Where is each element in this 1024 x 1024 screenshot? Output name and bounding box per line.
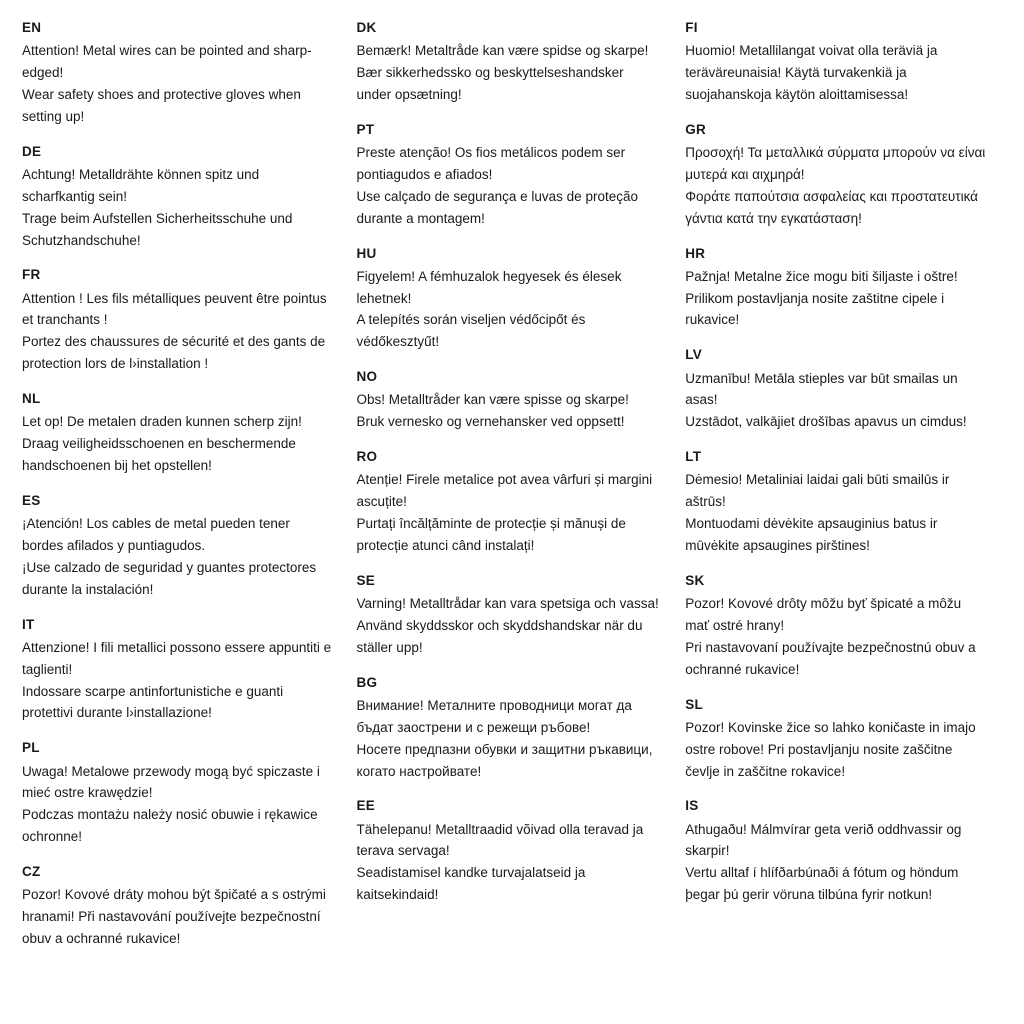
warning-line: Portez des chaussures de sécurité et des gants de protection lors de l›installation ! (22, 334, 326, 372)
language-entry (357, 120, 662, 230)
warning-text (685, 142, 988, 229)
warning-line: Obs! Metalltråder kan være spisse og skarpe! (356, 392, 629, 408)
warning-text (22, 40, 335, 127)
warning-line: Uwaga! Metalowe przewody mogą być spiczaste i mieć ostre krawędzie! (22, 763, 320, 801)
warning-text (22, 637, 335, 724)
language-code: IT (22, 616, 35, 632)
language-code: HR (685, 245, 706, 261)
warning-line: Uzstādot, valkājiet drošības apavus un cimdus! (685, 414, 967, 430)
warning-line: A telepítés során viseljen védőcipőt és védőkesztyűt! (356, 312, 586, 350)
warning-text (685, 819, 988, 906)
language-code: ES (22, 492, 41, 508)
language-entry (685, 447, 988, 557)
language-code: DE (22, 143, 42, 159)
language-code: EN (22, 20, 42, 35)
warning-line: Attenzione! I fili metallici possono essere appuntiti e taglienti! (22, 639, 332, 677)
warning-text (22, 513, 335, 600)
warning-line: Dėmesio! Metaliniai laidai gali būti smailūs ir aštrūs! (685, 472, 950, 510)
language-entry (685, 695, 988, 783)
warning-line: Pri nastavovaní používajte bezpečnostnú obuv a ochranné rukavice! (685, 639, 976, 677)
language-code: CZ (22, 863, 41, 879)
language-code: SE (356, 572, 375, 588)
language-entry (685, 18, 988, 106)
warning-line: Pažnja! Metalne žice mogu biti šiljaste i oštre! (685, 268, 958, 284)
language-code: FR (22, 267, 41, 283)
warning-line: Pozor! Kovinske žice so lahko koničaste in imajo ostre robove! Pri postavljanju nosite zaščitne čevlje in zaščitne rokavice! (685, 719, 976, 779)
warning-line: Indossare scarpe antinfortunistiche e guanti protettivi durante l›installazione! (22, 683, 284, 721)
warning-line: Figyelem! A fémhuzalok hegyesek és élesek lehetnek! (356, 268, 622, 306)
warning-line: Bemærk! Metaltråde kan være spidse og skarpe! (356, 43, 649, 59)
warning-line: Носете предпазни обувки и защитни ръкавици, когато настройвате! (356, 741, 653, 779)
language-code: EE (356, 798, 375, 814)
warning-line: Bær sikkerhedssko og beskyttelseshandsker under opsætning! (356, 65, 624, 102)
language-code: HU (356, 245, 377, 261)
language-entry (22, 738, 335, 848)
language-entry (357, 447, 662, 557)
language-entry (22, 18, 335, 128)
language-entry (685, 796, 988, 906)
language-entry (22, 389, 335, 477)
warning-text (22, 411, 335, 477)
warning-text (685, 40, 988, 106)
language-code: RO (356, 449, 378, 465)
warning-line: Let op! De metalen draden kunnen scherp zijn! (22, 414, 302, 430)
language-code: LT (685, 449, 702, 465)
warning-line: Prilikom postavljanja nosite zaštitne cipele i rukavice! (685, 290, 945, 328)
language-code: PT (356, 121, 375, 137)
warning-text (685, 368, 988, 434)
warning-line: Attention ! Les fils métalliques peuvent être pointus et tranchants ! (22, 290, 327, 328)
language-entry (22, 142, 335, 252)
language-entry (22, 491, 335, 601)
warning-text (357, 469, 662, 556)
language-column-3 (675, 18, 1002, 906)
warning-text (685, 593, 988, 680)
warning-text (22, 164, 335, 251)
warning-line: ¡Atención! Los cables de metal pueden tener bordes afilados y puntiagudos. (22, 516, 290, 553)
language-entry (357, 367, 662, 433)
warning-text (685, 266, 988, 332)
language-code: GR (685, 121, 706, 137)
warning-line: Athugaðu! Málmvírar geta verið oddhvassir og skarpir! (685, 821, 962, 859)
warning-line: ¡Use calzado de seguridad y guantes protectores durante la instalación! (22, 559, 317, 597)
language-entry (22, 615, 335, 725)
language-entry (685, 571, 988, 681)
language-entry (357, 18, 662, 106)
warning-line: Wear safety shoes and protective gloves when setting up! (22, 86, 301, 124)
warning-line: Atenție! Firele metalice pot avea vârfuri și margini ascuțite! (356, 472, 653, 510)
warning-line: Pozor! Kovové drôty môžu byť špicaté a môžu mať ostré hrany! (685, 596, 962, 633)
warning-text (357, 142, 662, 229)
warning-line: Attention! Metal wires can be pointed and sharp-edged! (22, 43, 312, 81)
language-entry (357, 244, 662, 354)
language-entry (685, 120, 988, 230)
warning-line: Montuodami dėvėkite apsauginius batus ir mūvėkite apsaugines pirštines! (685, 516, 938, 553)
warning-line: Bruk vernesko og vernehansker ved oppsett! (356, 414, 625, 430)
language-column-1 (22, 18, 349, 950)
warning-line: Seadistamisel kandke turvajalatseid ja kaitsekindaid! (356, 865, 586, 903)
warning-line: Uzmanību! Metāla stieples var būt smailas un asas! (685, 370, 958, 408)
language-code: FI (685, 20, 698, 35)
warning-text (357, 40, 662, 106)
warning-text (357, 593, 662, 659)
warning-text (357, 695, 662, 782)
warning-line: Varning! Metalltrådar kan vara spetsiga och vassa! (356, 596, 659, 612)
language-code: PL (22, 740, 40, 756)
language-entry (685, 244, 988, 332)
warning-text (357, 266, 662, 353)
warning-line: Purtați încălțăminte de protecție și mănuși de protecție atunci când instalați! (356, 516, 626, 553)
warning-line: Внимание! Металните проводници могат да бъдат заострени и с режещи ръбове! (356, 697, 632, 735)
warning-line: Achtung! Metalldrähte können spitz und scharfkantig sein! (22, 166, 260, 204)
language-entry (357, 796, 662, 906)
warning-line: Huomio! Metallilangat voivat olla teräviä ja teräväreunaisia! Käytä turvakenkiä ja suojahanskoja käytön aloittamisessa! (685, 43, 938, 102)
warning-line: Trage beim Aufstellen Sicherheitsschuhe und Schutzhandschuhe! (22, 210, 293, 248)
warning-text (22, 761, 335, 848)
warning-line: Draag veiligheidsschoenen en beschermende handschoenen bij het opstellen! (22, 436, 296, 474)
warning-line: Pozor! Kovové dráty mohou být špičaté a s ostrými hranami! Při nastavování používejte bezpečnostní obuv a ochranné rukavice! (22, 887, 326, 946)
warning-text (685, 469, 988, 556)
language-code: LV (685, 347, 702, 363)
warning-text (357, 389, 662, 433)
warning-text (357, 819, 662, 906)
warning-line: Φοράτε παπούτσια ασφαλείας και προστατευτικά γάντια κατά την εγκατάσταση! (685, 188, 978, 226)
language-entry (22, 862, 335, 950)
warning-line: Vertu alltaf í hlífðarbúnaði á fótum og höndum þegar þú gerir vöruna tilbúna fyrir notkun! (685, 865, 959, 903)
warning-text (22, 884, 335, 950)
language-code: BG (356, 674, 378, 690)
language-column-2 (349, 18, 676, 906)
language-code: IS (685, 798, 699, 814)
language-code: SK (685, 572, 705, 588)
language-entry (357, 673, 662, 783)
warning-line: Use calçado de segurança e luvas de proteção durante a montagem! (356, 188, 638, 226)
warning-line: Preste atenção! Os fios metálicos podem ser pontiagudos e afiados! (356, 145, 626, 182)
warning-line: Tähelepanu! Metalltraadid võivad olla teravad ja terava servaga! (356, 821, 644, 859)
language-code: SL (685, 696, 703, 712)
language-code: DK (356, 20, 377, 35)
language-entry (357, 571, 662, 659)
language-entry (22, 265, 335, 375)
language-code: NO (356, 369, 378, 385)
warning-line: Προσοχή! Τα μεταλλικά σύρματα μπορούν να είναι μυτερά και αιχμηρά! (685, 145, 986, 182)
language-entry (685, 345, 988, 433)
language-code: NL (22, 391, 41, 407)
warning-line: Använd skyddsskor och skyddshandskar när du ställer upp! (356, 617, 643, 655)
warning-text (22, 288, 335, 375)
warning-text (685, 717, 988, 783)
warning-line: Podczas montażu należy nosić obuwie i rękawice ochronne! (22, 807, 318, 845)
